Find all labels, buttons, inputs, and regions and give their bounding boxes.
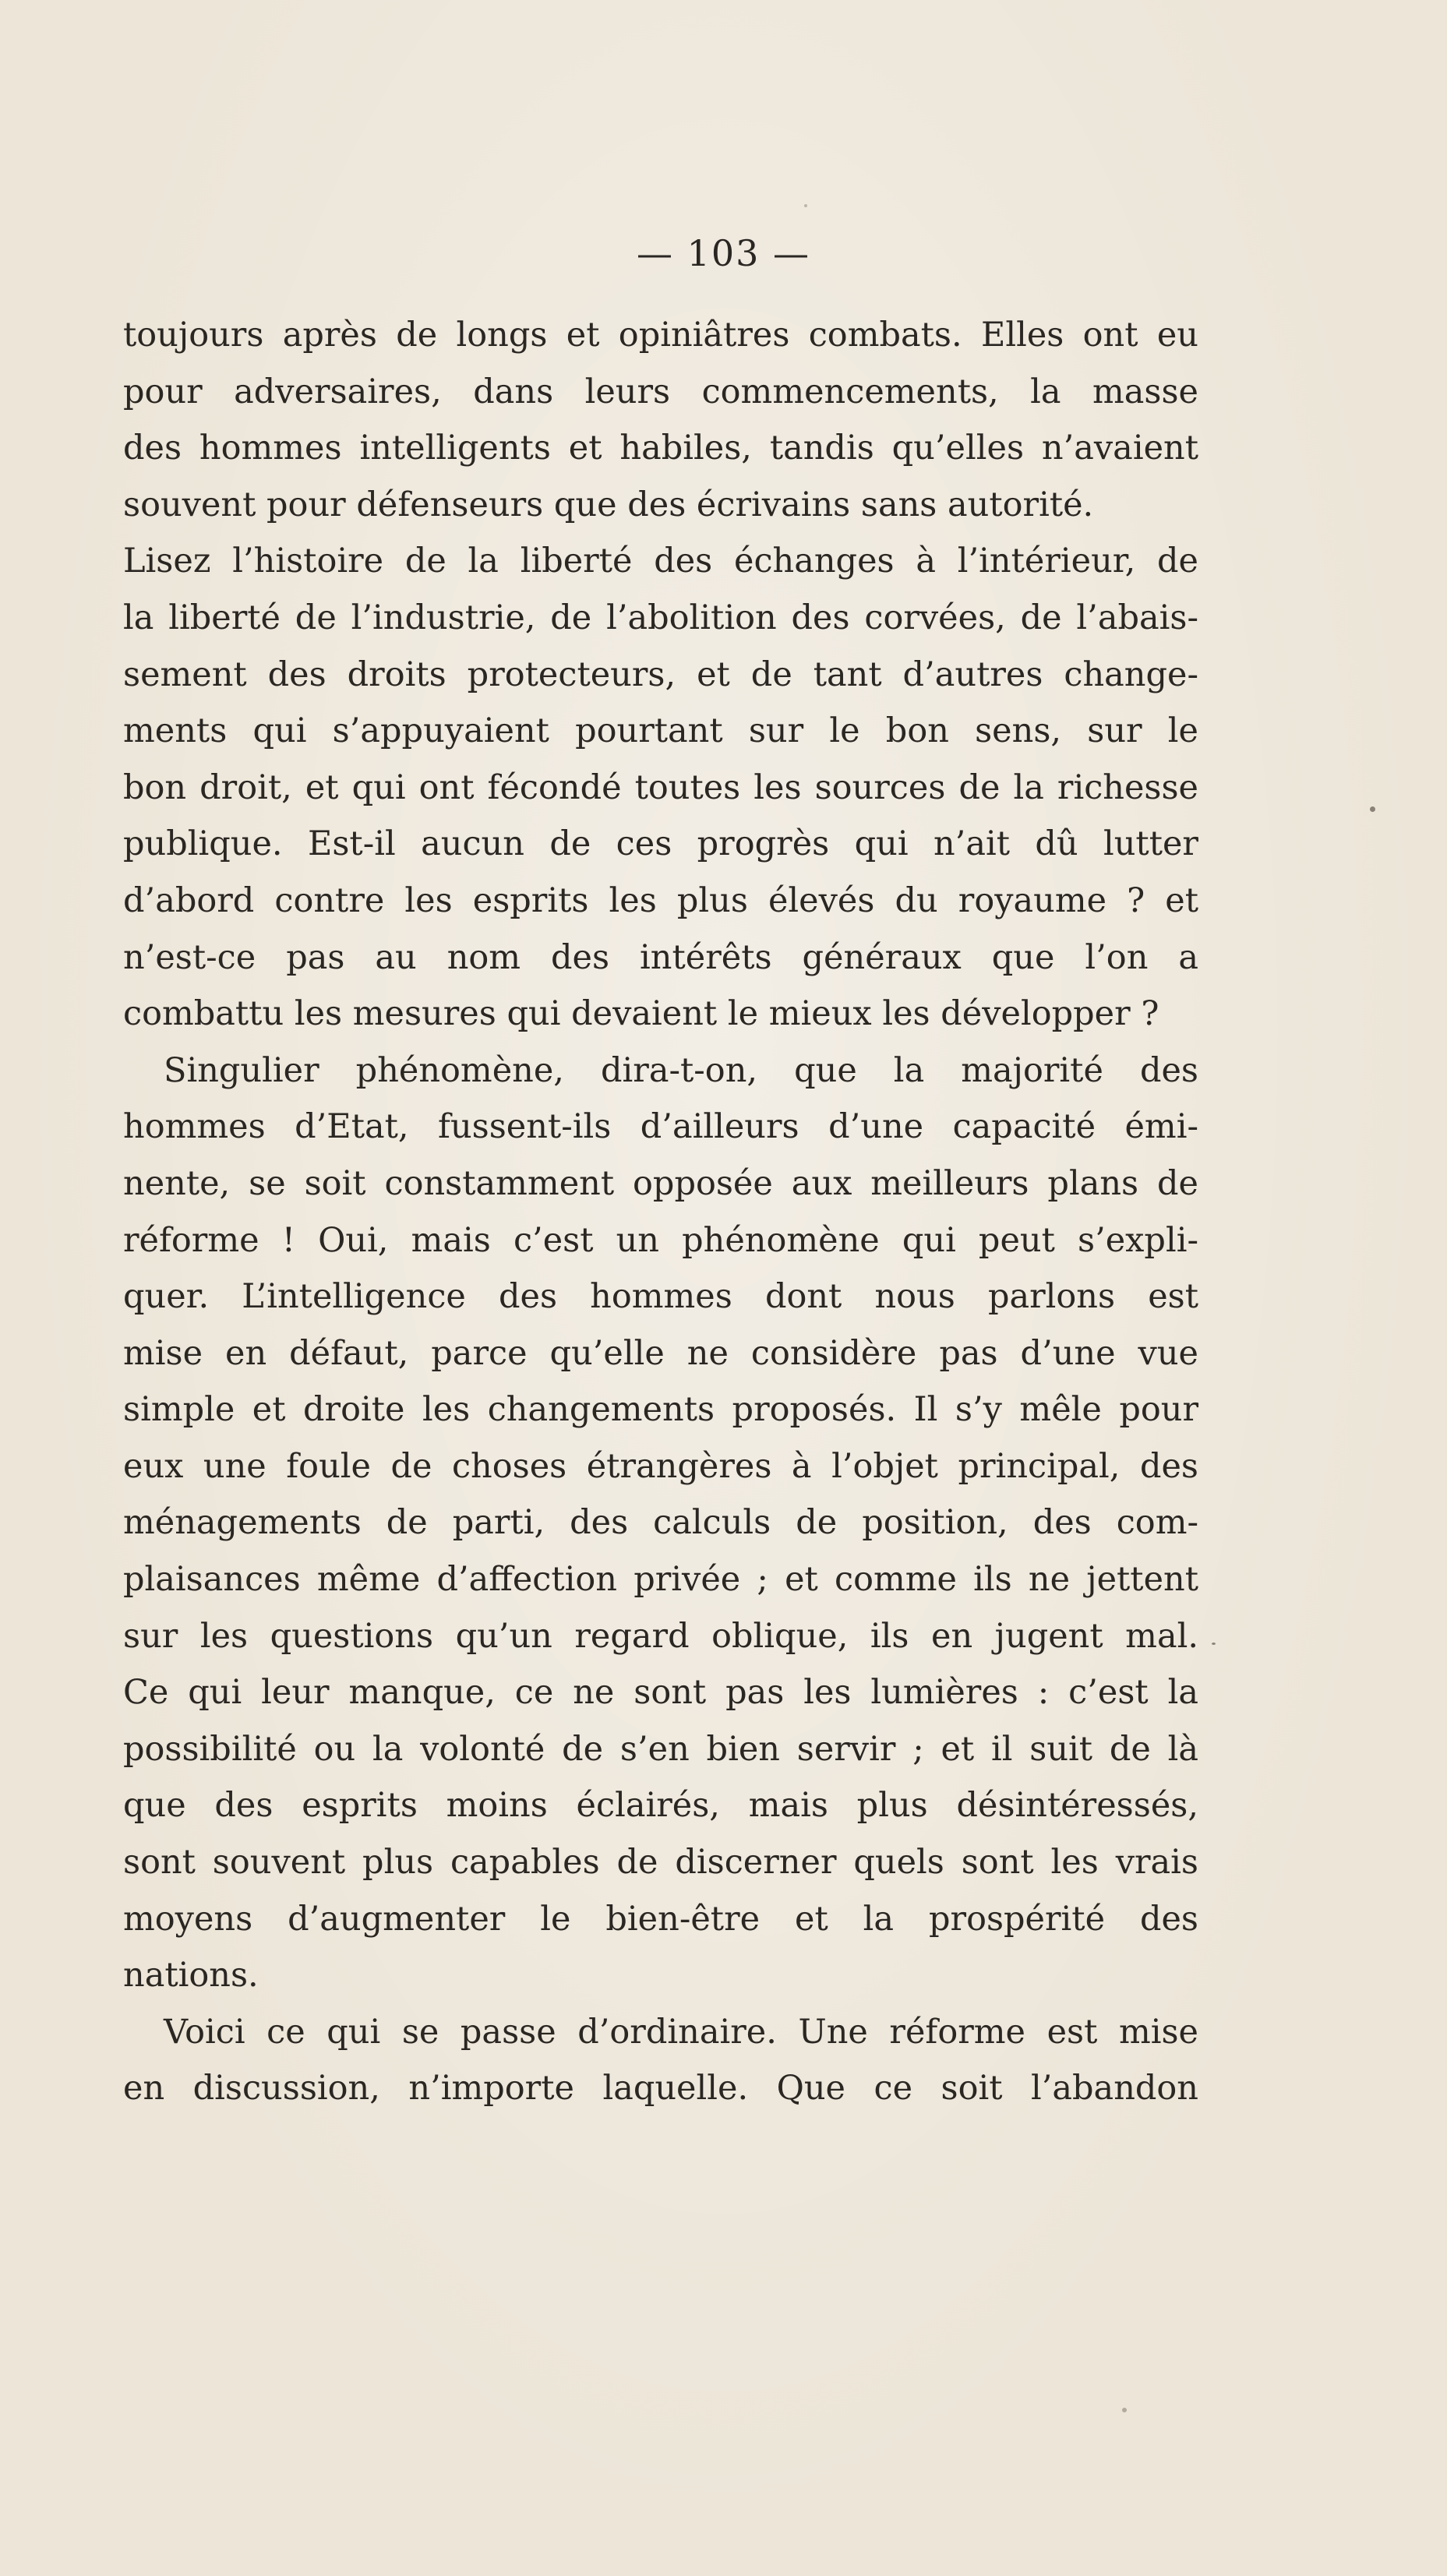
text-line: quer. L’intelligence des hommes dont nous parlons est bbox=[123, 1277, 1198, 1317]
paper-speck bbox=[1122, 2408, 1127, 2412]
text-line: possibilité ou la volonté de s’en bien servir ; et il suit de là bbox=[123, 1729, 1198, 1769]
text-line: n’est-ce pas au nom des intérêts généraux que l’on a bbox=[123, 937, 1198, 977]
text-line: plaisances même d’affection privée ; et comme ils ne jettent bbox=[123, 1560, 1198, 1600]
text-line: réforme ! Oui, mais c’est un phénomène qui peut s’expli- bbox=[123, 1220, 1198, 1260]
text-line: Singulier phénomène, dira-t-on, que la majorité des bbox=[164, 1050, 1198, 1090]
text-line: des hommes intelligents et habiles, tandis qu’elles n’avaient bbox=[123, 429, 1198, 468]
text-line: simple et droite les changements proposés. Il s’y mêle pour bbox=[123, 1390, 1198, 1430]
text-line: combattu les mesures qui devaient le mieux les développer ? bbox=[123, 994, 1159, 1034]
paper-speck bbox=[1370, 806, 1375, 812]
text-line: ments qui s’appuyaient pourtant sur le bon sens, sur le bbox=[123, 711, 1198, 751]
text-line: mise en défaut, parce qu’elle ne considère pas d’une vue bbox=[123, 1333, 1198, 1373]
text-line: Lisez l’histoire de la liberté des échanges à l’intérieur, de bbox=[123, 542, 1198, 581]
paper-speck bbox=[1212, 1643, 1216, 1645]
text-line: Voici ce qui se passe d’ordinaire. Une réforme est mise bbox=[164, 2012, 1198, 2052]
text-line: moyens d’augmenter le bien-être et la prospérité des bbox=[123, 1899, 1198, 1939]
text-line: sont souvent plus capables de discerner quels sont les vrais bbox=[123, 1843, 1198, 1883]
body-text bbox=[123, 307, 1198, 2117]
text-line: bon droit, et qui ont fécondé toutes les sources de la richesse bbox=[123, 768, 1198, 807]
text-line: Ce qui leur manque, ce ne sont pas les lumières : c’est la bbox=[123, 1673, 1198, 1713]
text-line: nente, se soit constamment opposée aux meilleurs plans de bbox=[123, 1163, 1198, 1203]
text-line: que des esprits moins éclairés, mais plus désintéressés, bbox=[123, 1786, 1198, 1826]
text-line: d’abord contre les esprits les plus élevés du royaume ? et bbox=[123, 880, 1198, 920]
text-line: ménagements de parti, des calculs de position, des com- bbox=[123, 1503, 1198, 1543]
text-line: sur les questions qu’un regard oblique, ils en jugent mal. bbox=[123, 1616, 1198, 1656]
text-line: en discussion, n’importe laquelle. Que ce soit l’abandon bbox=[123, 2069, 1198, 2108]
text-line: souvent pour défenseurs que des écrivains sans autorité. bbox=[123, 485, 1094, 524]
text-line: hommes d’Etat, fussent-ils d’ailleurs d’une capacité émi- bbox=[123, 1107, 1198, 1147]
paper-speck bbox=[804, 204, 807, 207]
text-line: publique. Est-il aucun de ces progrès qui n’ait dû lutter bbox=[123, 824, 1198, 864]
text-line: la liberté de l’industrie, de l’abolition des corvées, de l’abais- bbox=[123, 598, 1198, 637]
text-line: nations. bbox=[123, 1956, 259, 1996]
text-line: pour adversaires, dans leurs commencements, la masse bbox=[123, 372, 1198, 411]
page-number: — 103 — bbox=[636, 232, 811, 274]
text-line: toujours après de longs et opiniâtres combats. Elles ont eu bbox=[123, 316, 1198, 355]
text-line: sement des droits protecteurs, et de tant d’autres change- bbox=[123, 655, 1198, 694]
text-line: eux une foule de choses étrangères à l’objet principal, des bbox=[123, 1446, 1198, 1486]
